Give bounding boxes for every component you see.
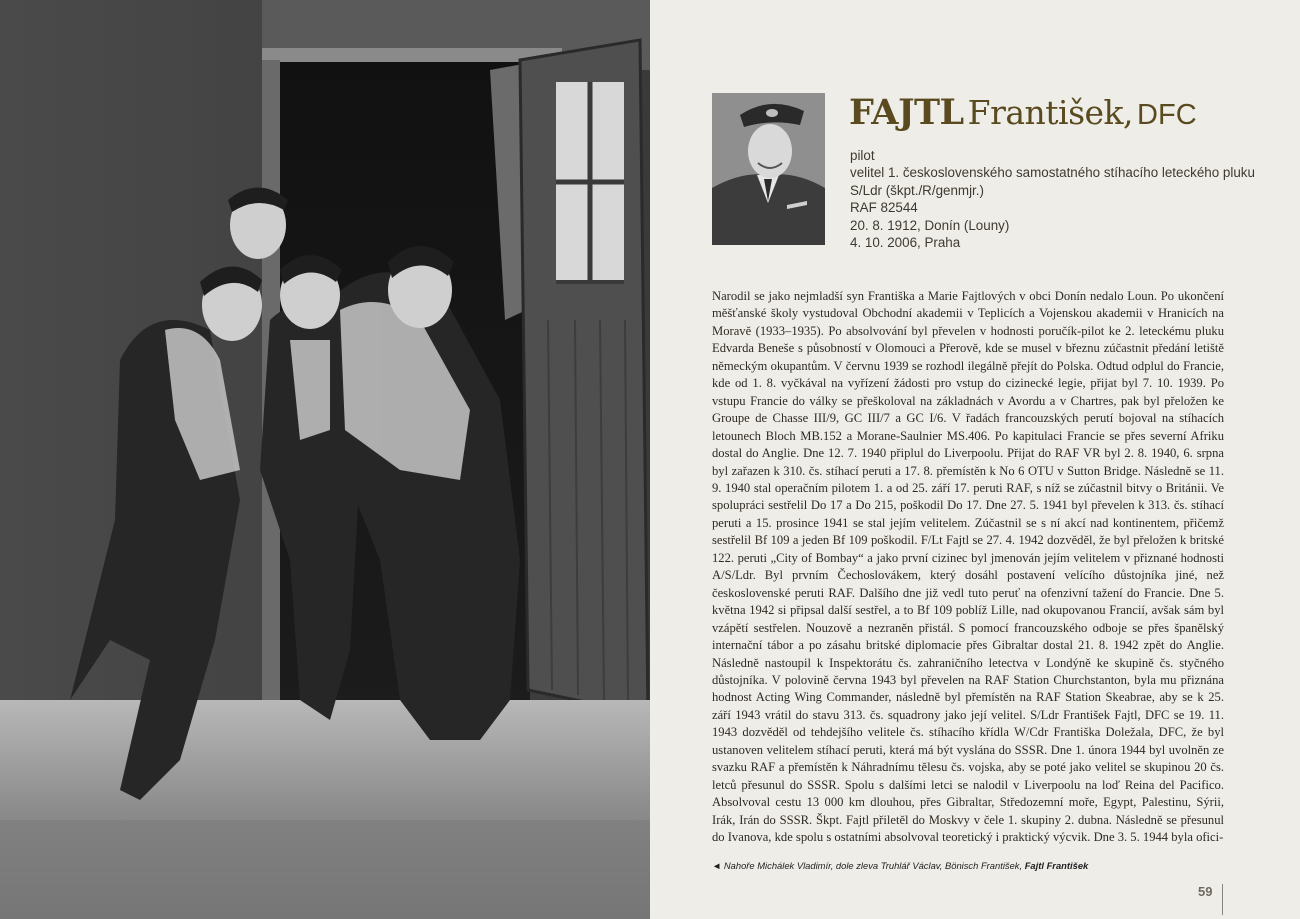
surname: FAJTL bbox=[849, 92, 964, 133]
photo-caption bbox=[712, 860, 1088, 871]
fact-death: 4. 10. 2006, Praha bbox=[850, 235, 961, 251]
person-name-heading bbox=[849, 92, 1197, 133]
caption-highlight: Fajtl František bbox=[1024, 860, 1089, 871]
person-facts bbox=[850, 147, 1255, 251]
biography-text: Narodil se jako nejmladší syn Františka a Marie Fajtlových v obci Donín nedalo Loun. Po ukončení měšťanské školy vystudoval Obchodní akademii v Teplicích a Vojenskou akademii v Hranicích na Moravě (1933–1935). Po absolvování byl převelen v hodnosti poručík-pilot ke 2. leteckému pluku Edvarda Beneše s působností v Olomouci a Přerově, kde se musel v březnu zúčastnit předání letiště německým okupantům. V červnu 1939 se rozhodl ilegálně přejít do Polska. Odtud odplul do Francie, kde od 1. 8. vyčkával na vyřízení žádosti pro vstup do cizinecké legie, přijat byl 7. 10. 1939. Po vstupu Francie do války se přeškoloval na základnách v Avordu a v Chartres, pak byl přeložen ke Groupe de Chasse III/9, GC III/7 a GC I/6. V řadách francouzských perutí bojoval na stíhacích letounech Bloch MB.152 a Morane-Saulnier MS.406. Po kapitulaci Francie se přes severní Afriku dostal do Anglie. Dne 12. 7. 1940 připlul do Liverpoolu. Přijat do RAF VR byl 2. 8. 1940, 6. srpna byl zařazen k 310. čs. stíhací peruti a 17. 8. přemístěn k No 6 OTU v Sutton Bridge. Následně se 11. 9. 1940 stal operačním pilotem 1. a od 25. září 17. peruti RAF, s níž se zúčastnil bitvy o Británii. Ve spolupráci sestřelil Do 17 a Do 215, poškodil Do 17. Dne 27. 5. 1941 byl převelen k 313. čs. stíhací peruti a 15. prosince 1941 se stal jejím velitelem. Zúčastnil se s ní akcí nad kontinentem, přičemž sestřelil Bf 109 a jeden Bf 109 poškodil. F/Lt Fajtl se 27. 4. 1942 dozvěděl, že byl přeložen k britské 122. peruti „City of Bombay“ a jako první cizinec byl jmenován jejím velitelem v přiznané hodnosti A/S/Ldr. Byl prvním Čechoslovákem, který dosáhl postavení velícího důstojníka jiné, než československé peruti RAF. Dalšího dne již vedl tuto peruť na ofenzivní tažení do Francie. Dne 5. května 1942 si připsal další sestřel, a to Bf 109 poblíž Lille, nad okupovanou Francií, avšak sám byl vzápětí sestřelen. Nouzově a nezraněn přistál. S pomocí francouzského odboje se přes španělský internační tábor a po zásahu britské diplomacie přes Gibraltar dostal 21. 8. 1942 zpět do Anglie. Následně nastoupil k Inspektorátu čs. zahraničního letectva v Londýně ke skupině čs. styčného důstojníka. V polovině června 1943 byl převelen na RAF Station Churchstanton, byla mu přiznána hodnost Acting Wing Commander, následně byl přemístěn na RAF Station Skeabrae, aby se k 25. září 1943 vrátil do stavu 313. čs. squadrony jako její velitel. S/Ldr František Fajtl, DFC se 19. 11. 1943 dozvěděl od tehdejšího velitele čs. stíhacího křídla W/Cdr Františka Doležala, DFC, že byl ustanoven velitelem stíhací peruti, která má být vyslána do SSSR. Dne 1. února 1944 byl uvolněn ze svazku RAF a přemístěn k Náhradnímu tělesu čs. vojska, aby se poté jako velitel se skupinou 20 čs. letců přesunul do SSSR. Spolu s dalšími letci se nalodil v Liverpoolu na loď Reina del Pacifico. Absolvoval cestu 13 000 km dlouhou, přes Gibraltar, Středozemní moře, Egypt, Palestinu, Sýrii, Irák, Irán do SSSR. Škpt. Fajtl přiletěl do Moskvy v čele 1. skupiny 2. dubna. Následně se přesunul do Ivanova, kde spolu s ostatními absolvoval teoretický i praktický výcvik. Dne 3. 5. 1944 byla ofici- bbox=[712, 289, 1224, 845]
caption-text: ◄ Nahoře Michálek Vladimír, dole zleva Truhlář Václav, Bönisch František, bbox=[712, 860, 1025, 871]
fact-service-number: RAF 82544 bbox=[850, 200, 918, 216]
fact-rank: S/Ldr (škpt./R/genmjr.) bbox=[850, 182, 984, 198]
portrait-photo bbox=[712, 93, 825, 245]
award: DFC bbox=[1137, 99, 1197, 131]
fact-birth: 20. 8. 1912, Donín (Louny) bbox=[850, 217, 1010, 233]
fact-command: velitel 1. československého samostatného stíhacího leteckého pluku bbox=[850, 165, 1255, 181]
fact-role: pilot bbox=[850, 148, 875, 163]
page-number-rule bbox=[1222, 884, 1223, 915]
given-name: František, bbox=[967, 93, 1134, 132]
portrait-drawing bbox=[712, 93, 825, 245]
page-number: 59 bbox=[1198, 884, 1213, 899]
